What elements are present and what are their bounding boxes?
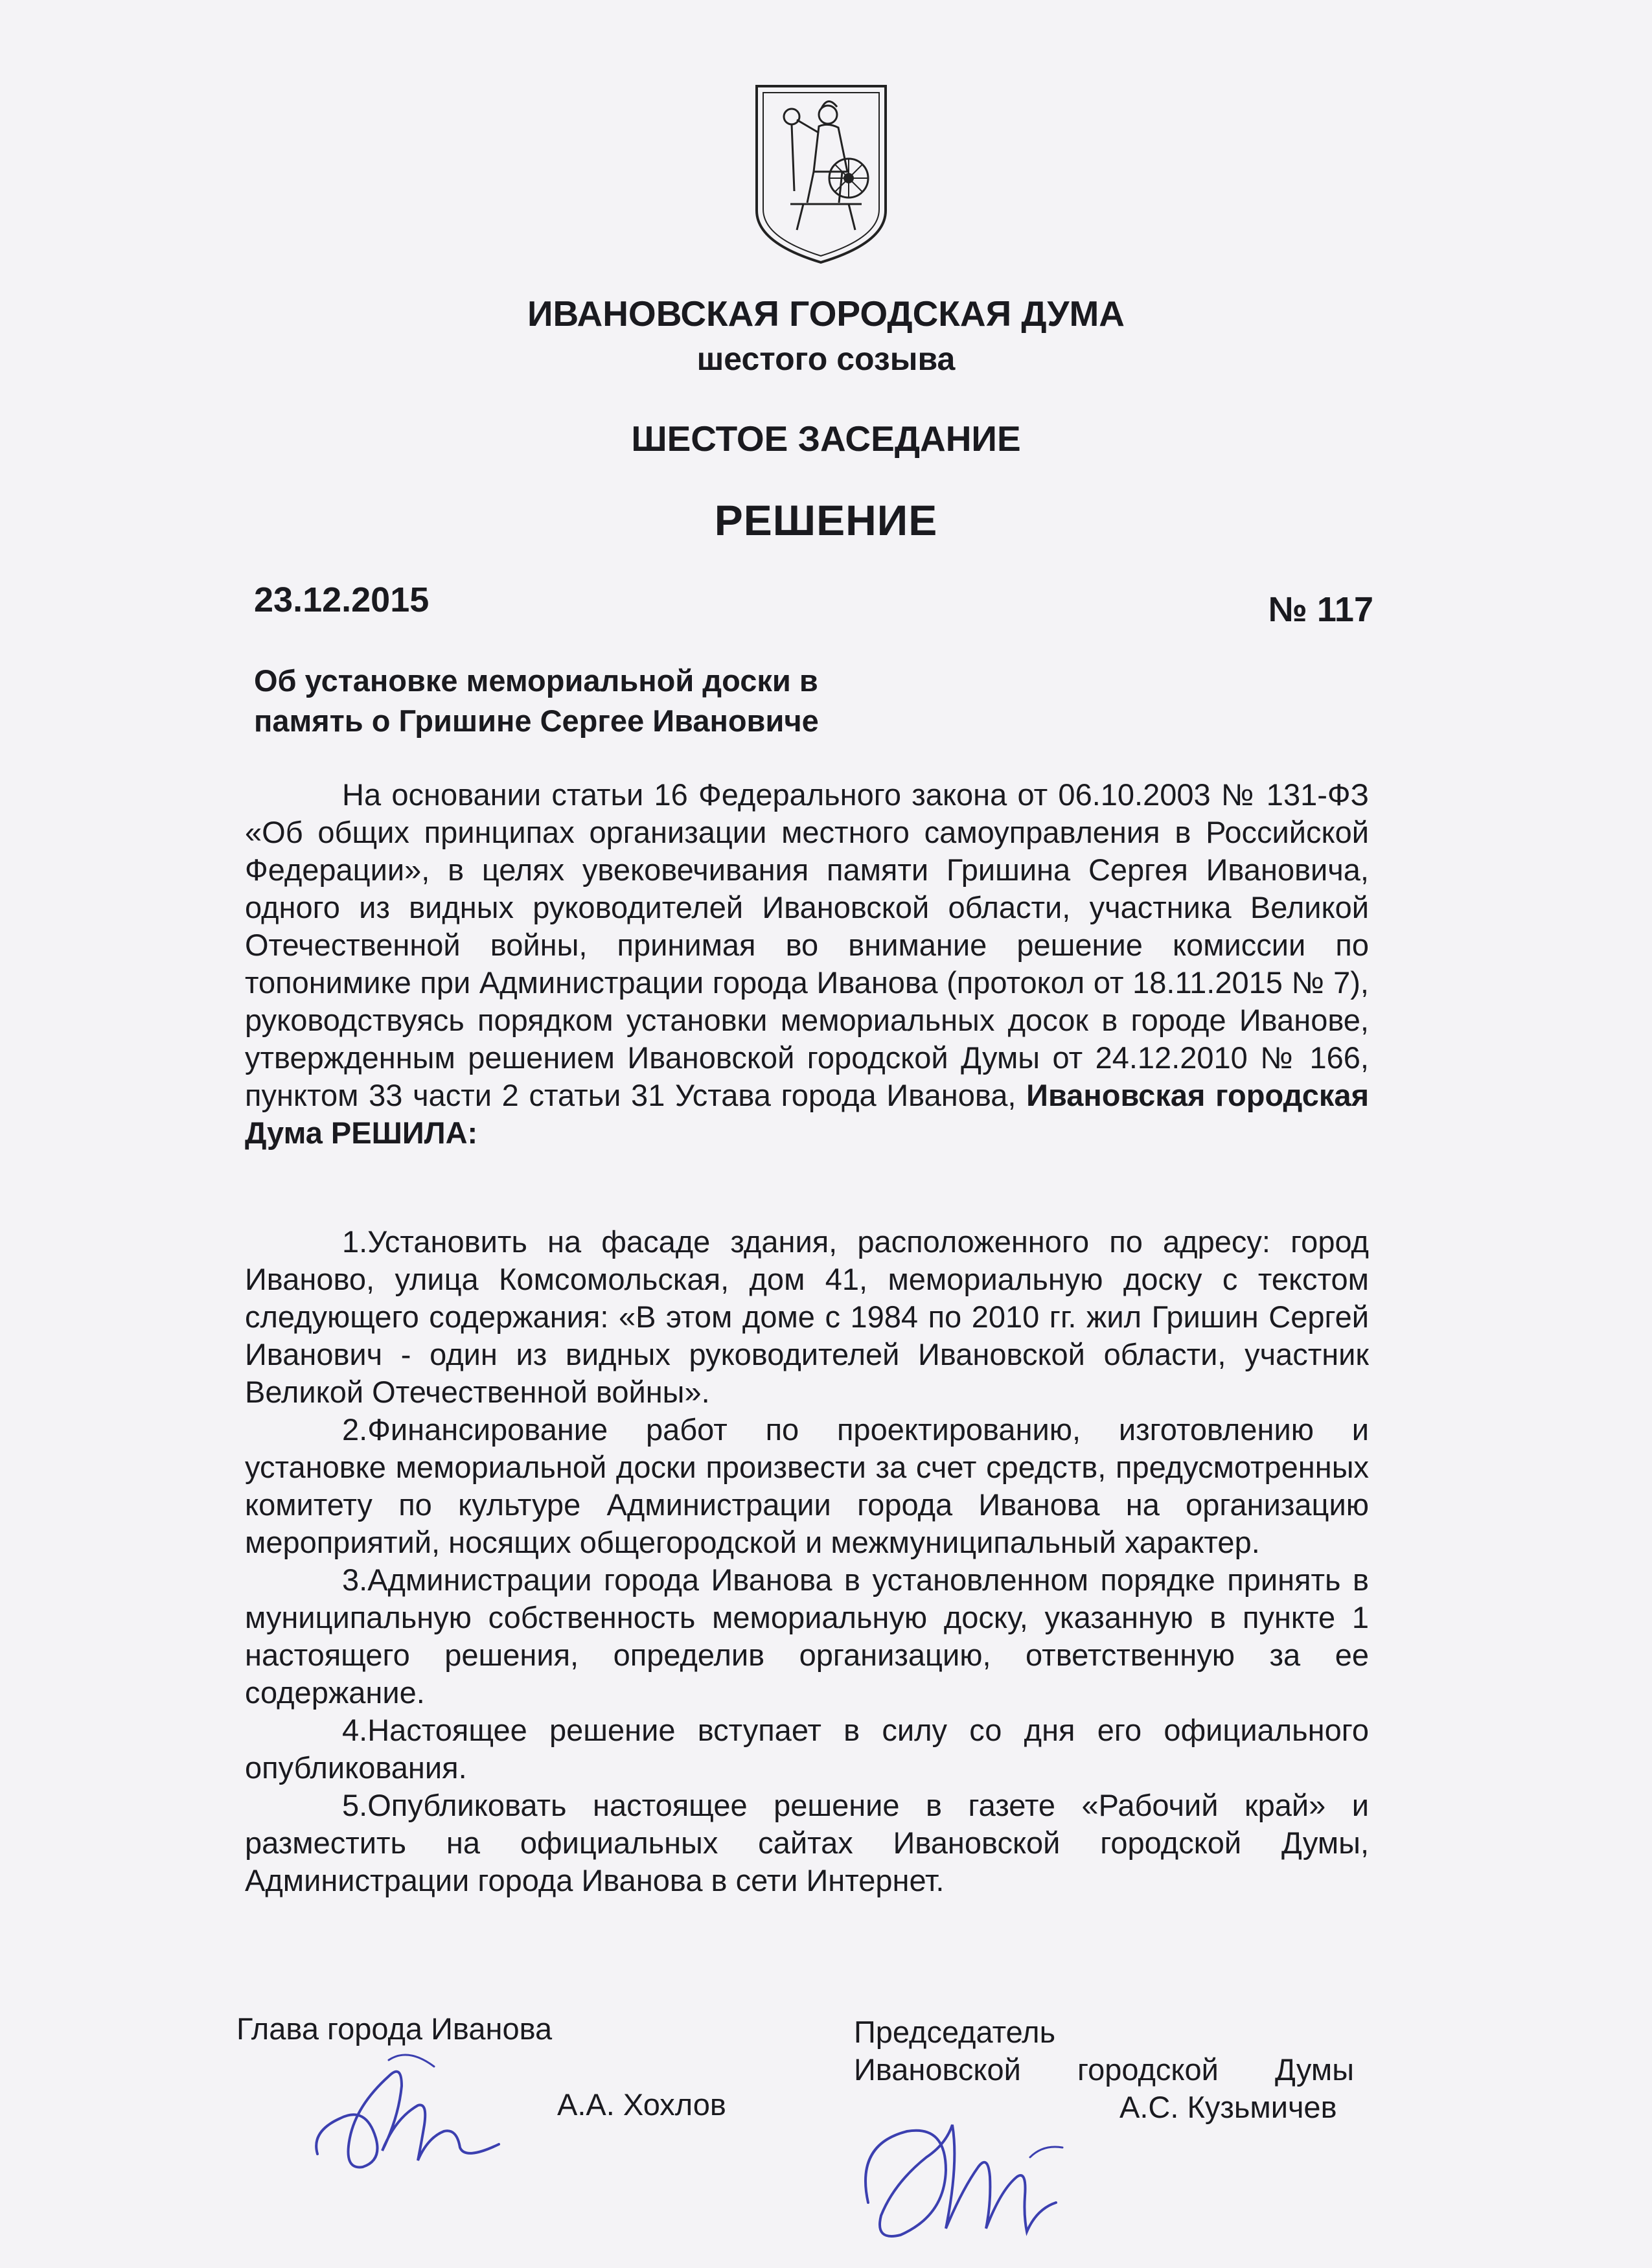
coat-of-arms-emblem — [751, 81, 891, 266]
decision-item-3: 3.Администрации города Иванова в установленном порядке принять в муниципальную собственность мемориальную доску, указанную в пункте 1 настоящего решения, определив организацию, ответственную за ее содержание. — [245, 1563, 1369, 1710]
subject-line-2: память о Гришине Сергее Ивановиче — [254, 704, 819, 738]
chairman-title-word-2: городской — [1077, 2052, 1219, 2087]
document-date: 23.12.2015 — [254, 580, 430, 619]
subject-line-1: Об установке мемориальной доски в — [254, 663, 818, 698]
mayor-signature — [304, 2041, 518, 2183]
chairman-title-word-1: Ивановской — [854, 2052, 1021, 2087]
convocation-heading: шестого созыва — [696, 341, 956, 377]
mayor-title: Глава города Иванова — [236, 2011, 553, 2046]
decision-items — [245, 1223, 1369, 1899]
chairman-title-line2 — [854, 2051, 1354, 2089]
session-heading: ШЕСТОЕ ЗАСЕДАНИЕ — [631, 418, 1021, 459]
decision-item-4: 4.Настоящее решение вступает в силу со дня его официального опубликования. — [245, 1713, 1369, 1785]
chairman-title-word-3: Думы — [1275, 2052, 1354, 2087]
preamble-paragraph — [245, 776, 1369, 1152]
decision-item-2: 2.Финансирование работ по проектированию, изготовлению и установке мемориальной доски произвести за счет средств, предусмотренных комитету по культуре Администрации города Иванова на организацию мероприятий, носящих общегородской и межмуниципальный характер. — [245, 1412, 1369, 1559]
mayor-name: А.А. Хохлов — [557, 2087, 726, 2122]
council-name-heading: ИВАНОВСКАЯ ГОРОДСКАЯ ДУМА — [527, 293, 1125, 334]
resolution-clause: Ивановская городская Дума РЕШИЛА: — [245, 1078, 1369, 1150]
document-subject — [254, 661, 819, 741]
chairman-signature — [849, 2105, 1082, 2254]
chairman-title: Председатель — [854, 2015, 1056, 2049]
document-number: № 117 — [1268, 590, 1373, 629]
document-type-heading: РЕШЕНИЕ — [714, 496, 938, 544]
preamble — [245, 776, 1369, 1152]
preamble-text: На основании статьи 16 Федерального закона от 06.10.2003 № 131-ФЗ «Об общих принципах организации местного самоуправления в Российской Федерации», в целях увековечивания памяти Гришина Сергея Ивановича, одного из видных руководителей Ивановской области, участника Великой Отечественной войны, принимая во внимание решение комиссии по топонимике при Администрации города Иванова (протокол от 18.11.2015 № 7), руководствуясь порядком установки мемориальных досок в городе Иванове, утвержденным решением Ивановской городской Думы от 24.12.2010 № 166, пунктом 33 части 2 статьи 31 Устава города Иванова, — [245, 777, 1369, 1112]
decision-item-1: 1.Установить на фасаде здания, расположенного по адресу: город Иваново, улица Комсомольская, дом 41, мемориальную доску с текстом следующего содержания: «В этом доме с 1984 по 2010 гг. жил Гришин Сергей Иванович - один из видных руководителей Ивановской области, участник Великой Отечественной войны». — [245, 1224, 1369, 1409]
chairman-name: А.С. Кузьмичев — [1119, 2090, 1337, 2124]
decision-item-5: 5.Опубликовать настоящее решение в газете «Рабочий край» и разместить на официальных сайтах Ивановской городской Думы, Администрации города Иванова в сети Интернет. — [245, 1788, 1369, 1897]
